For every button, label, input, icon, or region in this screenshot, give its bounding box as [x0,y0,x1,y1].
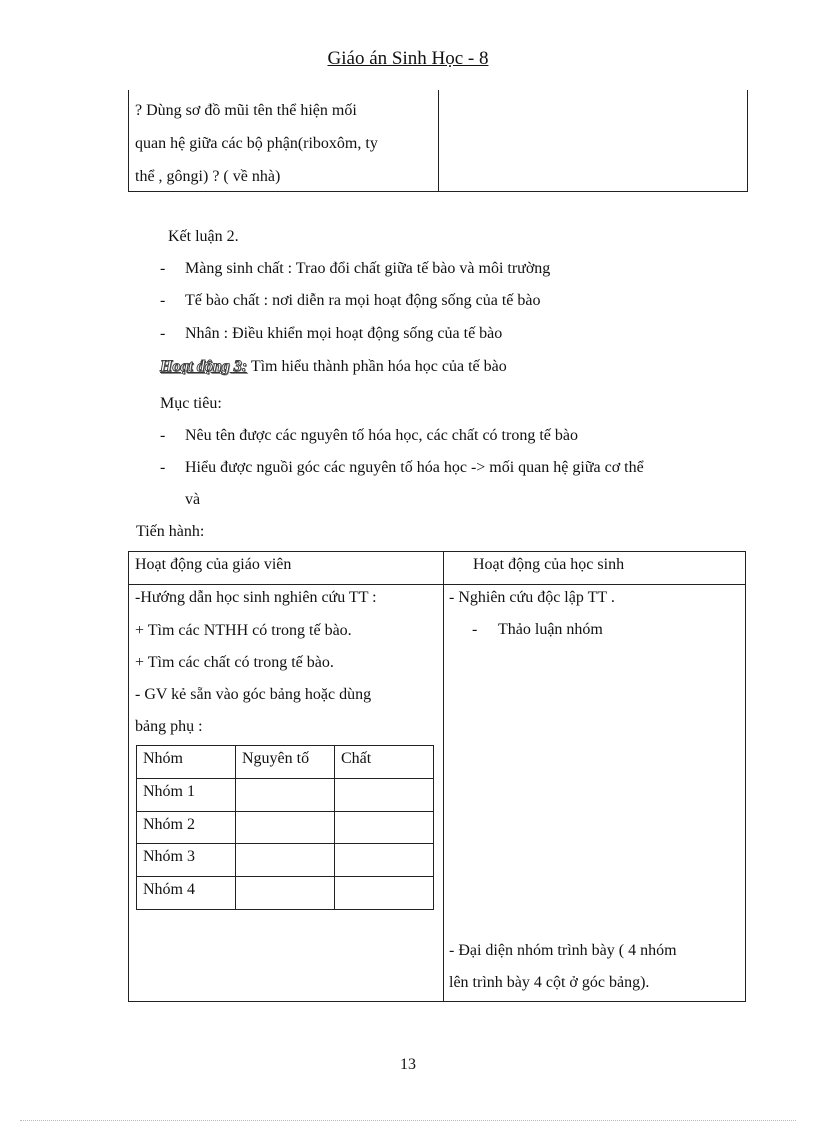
group-name-cell: Nhóm 4 [137,877,236,910]
table-row [137,877,434,910]
activity-3-line [160,357,507,377]
objective-item: Hiểu được nguồi góc các nguyên tố hóa học -> mối quan hệ giữa cơ thể [185,459,644,476]
table-row [137,811,434,844]
conclusion-item: Tế bào chất : nơi diễn ra mọi hoạt động sống của tế bào [185,292,541,309]
table-row [137,778,434,811]
page-bottom-border [20,1120,796,1121]
student-line: - Đại diện nhóm trình bày ( 4 nhóm [449,942,677,959]
objective-item-cont: và [185,491,201,508]
document-title: Giáo án Sinh Học - 8 [327,48,489,69]
page-number: 13 [400,1056,416,1073]
student-line: - Nghiên cứu độc lập TT . [449,589,615,606]
student-column-header: Hoạt động của học sinh [473,556,625,573]
group-name-cell: Nhóm 1 [137,778,236,811]
teacher-line: + Tìm các NTHH có trong tế bào. [135,622,352,639]
group-name-cell: Nhóm 2 [137,811,236,844]
activity-3-text: Tìm hiểu thành phần hóa học của tế bào [247,358,507,375]
bullet-dash: - [160,427,166,444]
activity-3-heading: Hoạt động 3: [160,358,248,375]
top-table [128,90,748,192]
group-table-header [137,746,434,779]
bullet-dash: - [160,260,166,277]
student-line: Thảo luận nhóm [498,621,603,638]
conclusion-item: Màng sinh chất : Trao đổi chất giữa tế bào và môi trường [185,260,551,277]
group-header-cell: Nguyên tố [236,746,335,779]
student-line: lên trình bày 4 cột ở góc bảng). [449,974,650,991]
bullet-dash: - [472,621,478,638]
page-header [0,48,816,70]
table-row [137,844,434,877]
bullet-dash: - [160,325,166,342]
teacher-line: -Hướng dẫn học sinh nghiên cứu TT : [135,589,377,606]
group-header-cell: Nhóm [137,746,236,779]
conclusion-item: Nhân : Điều khiển mọi hoạt động sống của tế bào [185,325,503,342]
teacher-line: - GV kẻ sẵn vào góc bảng hoặc dùng [135,686,372,703]
bullet-dash: - [160,459,166,476]
bullet-dash: - [160,292,166,309]
teacher-line: bảng phụ : [135,718,203,735]
group-table [136,745,434,910]
objective-item: Nêu tên được các nguyên tố hóa học, các chất có trong tế bào [185,427,578,444]
group-name-cell: Nhóm 3 [137,844,236,877]
top-table-question: ? Dùng sơ đồ mũi tên thể hiện mối quan hệ giữa các bộ phận(riboxôm, ty thể , gôngi) ? ( về nhà) [135,102,378,185]
objectives-title: Mục tiêu: [160,395,222,412]
teacher-column-header: Hoạt động của giáo viên [135,556,292,573]
procedure-label: Tiến hành: [136,523,205,540]
teacher-line: + Tìm các chất có trong tế bào. [135,654,334,671]
conclusion-title: Kết luận 2. [168,228,239,245]
group-header-cell: Chất [335,746,434,779]
